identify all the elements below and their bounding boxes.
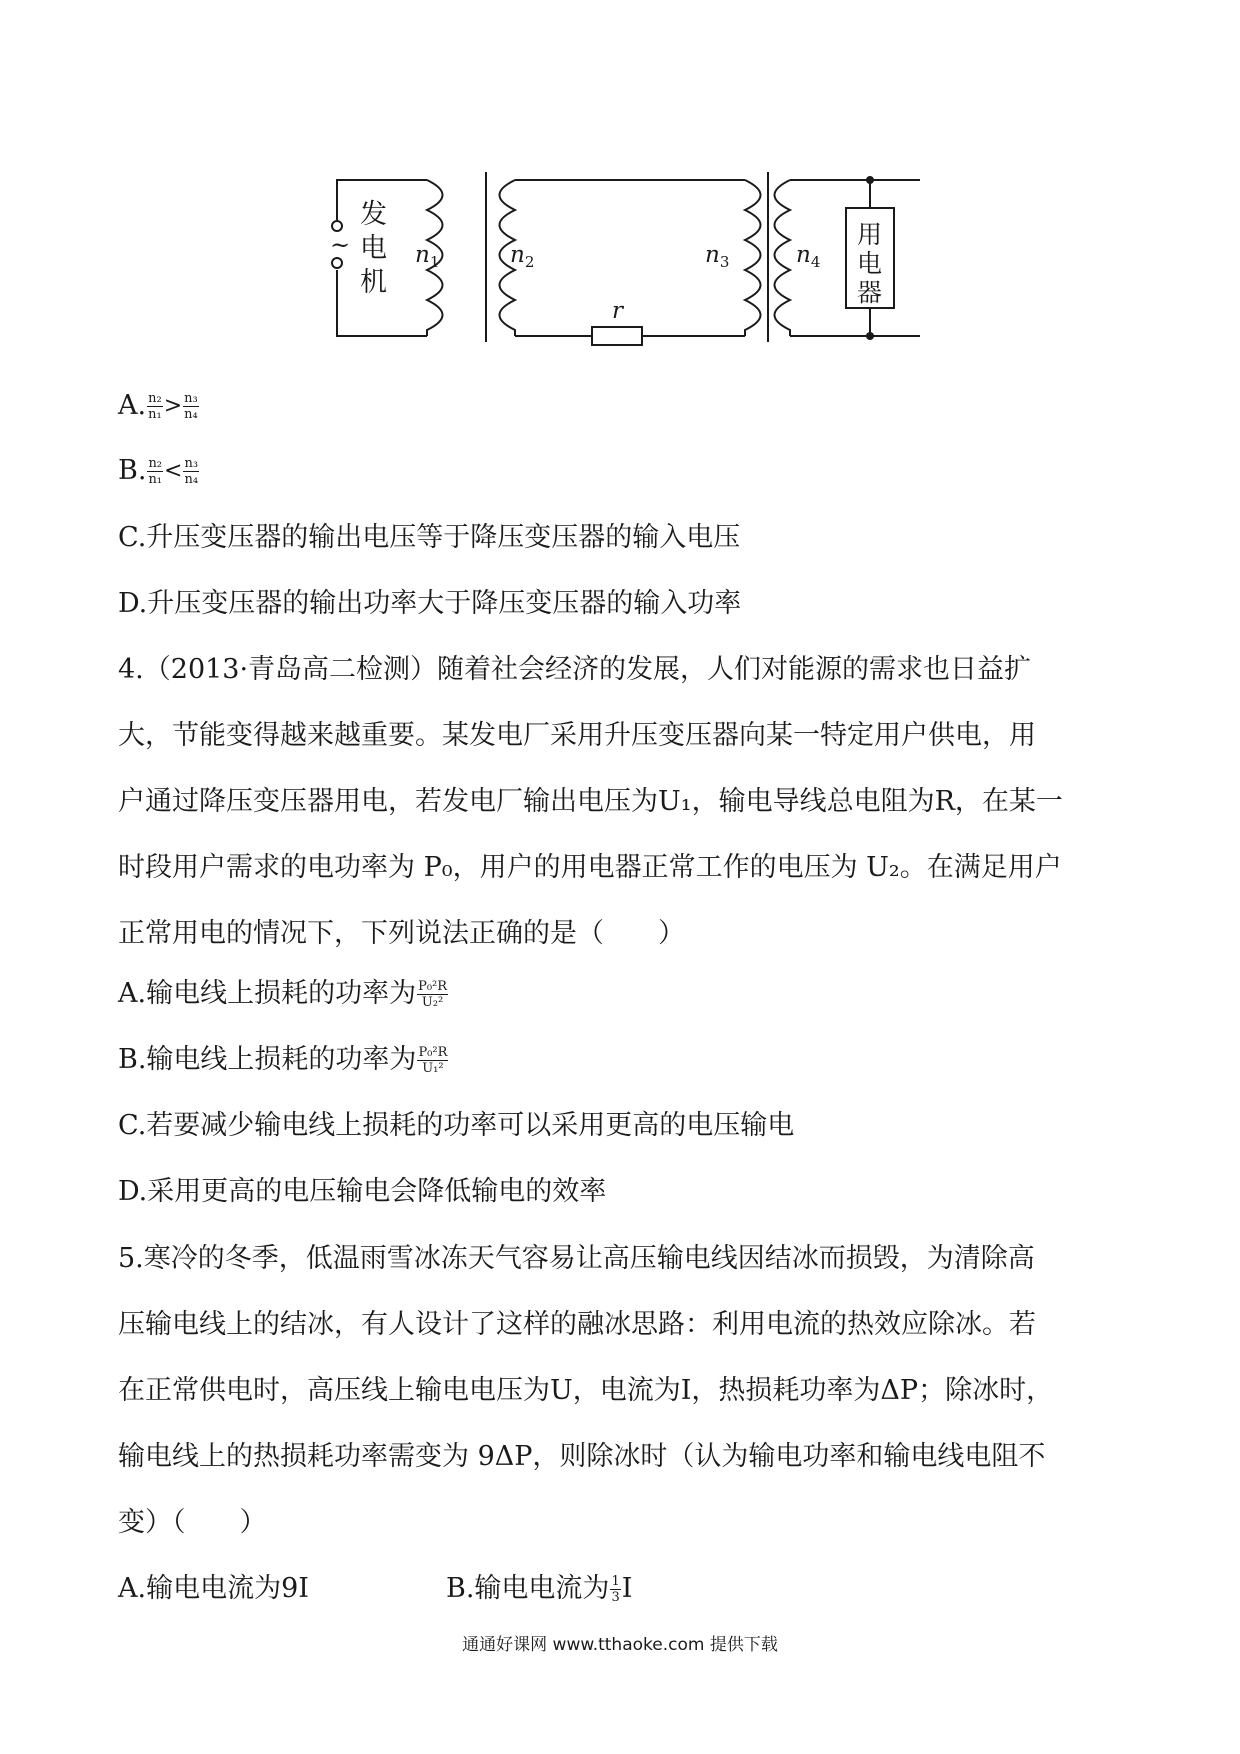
label-n2: $n_2$ (510, 242, 535, 271)
q5-stem-line-1: 5.寒冷的冬季，低温雨雪冰冻天气容易让高压输电线因结冰而损毁，为清除高 (118, 1243, 1035, 1274)
q5-stem-line-2: 压输电线上的结冰，有人设计了这样的融冰思路：利用电流的热效应除冰。若 (118, 1309, 1036, 1340)
generator-label-3: 机 (360, 267, 387, 298)
q4-option-c: C.若要减少输电线上损耗的功率可以采用更高的电压输电 (118, 1110, 795, 1141)
q5-stem-line-4: 输电线上的热损耗功率需变为 9ΔP，则除冰时（认为输电功率和输电线电阻不 (118, 1441, 1046, 1472)
q3-option-b: B. $\frac{\text{n₂}}{\text{n₁}}$ < $\frac{\text{n₃}}{\text{n₄}}$ (118, 455, 199, 487)
q3-option-a: A. $\frac{\text{n₂}}{\text{n₁}}$ > $\frac{\text{n₃}}{\text{n₄}}$ (118, 390, 198, 422)
fraction: $\frac{\text{n₃}}{\text{n₄}}$ (184, 391, 198, 422)
fraction: $\frac{\text{P₀²R}}{\text{U₁²}}$ (418, 1045, 448, 1076)
q4-stem-line-3: 户通过降压变压器用电，若发电厂输出电压为U₁，输电导线总电阻为R，在某一 (118, 786, 1063, 817)
q5-stem-line-5: 变）（ ） (118, 1507, 267, 1538)
q3-option-d: D.升压变压器的输出功率大于降压变压器的输入功率 (118, 588, 742, 619)
transformer-circuit-diagram (0, 150, 1240, 490)
fraction: $\frac{\text{P₀²R}}{\text{U₂²}}$ (418, 979, 448, 1010)
fraction: $\frac{\text{n₂}}{\text{n₁}}$ (148, 391, 162, 422)
q5-option-b: B.输电电流为 $\frac{1}{3}$ I (446, 1573, 633, 1605)
q4-stem-line-2: 大，节能变得越来越重要。某发电厂采用升压变压器向某一特定用户供电，用 (118, 720, 1036, 751)
fraction: $\frac{\text{n₃}}{\text{n₄}}$ (184, 456, 199, 487)
q4-option-b: B.输电线上损耗的功率为 $\frac{\text{P₀²R}}{\text{U₁²}}$ (118, 1044, 448, 1076)
load-label-1: 用 (857, 220, 883, 249)
load-label-2: 电 (857, 249, 883, 278)
generator-label-1: 发 (360, 199, 387, 230)
q4-option-a: A.输电线上损耗的功率为 $\frac{\text{P₀²R}}{\text{U₂²}}$ (118, 978, 448, 1010)
generator-label-2: 电 (360, 233, 387, 264)
label-n4: $n_4$ (796, 242, 821, 271)
q4-stem-line-1: 4.（2013·青岛高二检测）随着社会经济的发展，人们对能源的需求也日益扩 (118, 654, 1032, 685)
q4-stem-line-4: 时段用户需求的电功率为 P₀，用户的用电器正常工作的电压为 U₂。在满足用户 (118, 852, 1062, 883)
tilde-symbol: ~ (330, 231, 351, 259)
label-r: r (612, 298, 623, 324)
label-n1: $n_1$ (415, 242, 440, 271)
fraction: $\frac{\text{n₂}}{\text{n₁}}$ (148, 456, 163, 487)
q5-stem-line-3: 在正常供电时，高压线上输电电压为U，电流为I，热损耗功率为ΔP；除冰时， (118, 1375, 1054, 1406)
fraction: $\frac{1}{3}$ (611, 1574, 620, 1605)
load-label-3: 器 (857, 278, 883, 307)
q4-stem-line-5: 正常用电的情况下，下列说法正确的是（ ） (118, 918, 685, 949)
page-footer: 通通好课网 www.tthaoke.com 提供下载 (462, 1635, 778, 1655)
q4-option-d: D.采用更高的电压输电会降低输电的效率 (118, 1176, 607, 1207)
q5-option-a: A.输电电流为9I (118, 1573, 309, 1604)
q3-option-c: C.升压变压器的输出电压等于降压变压器的输入电压 (118, 522, 741, 553)
label-n3: $n_3$ (705, 242, 730, 271)
